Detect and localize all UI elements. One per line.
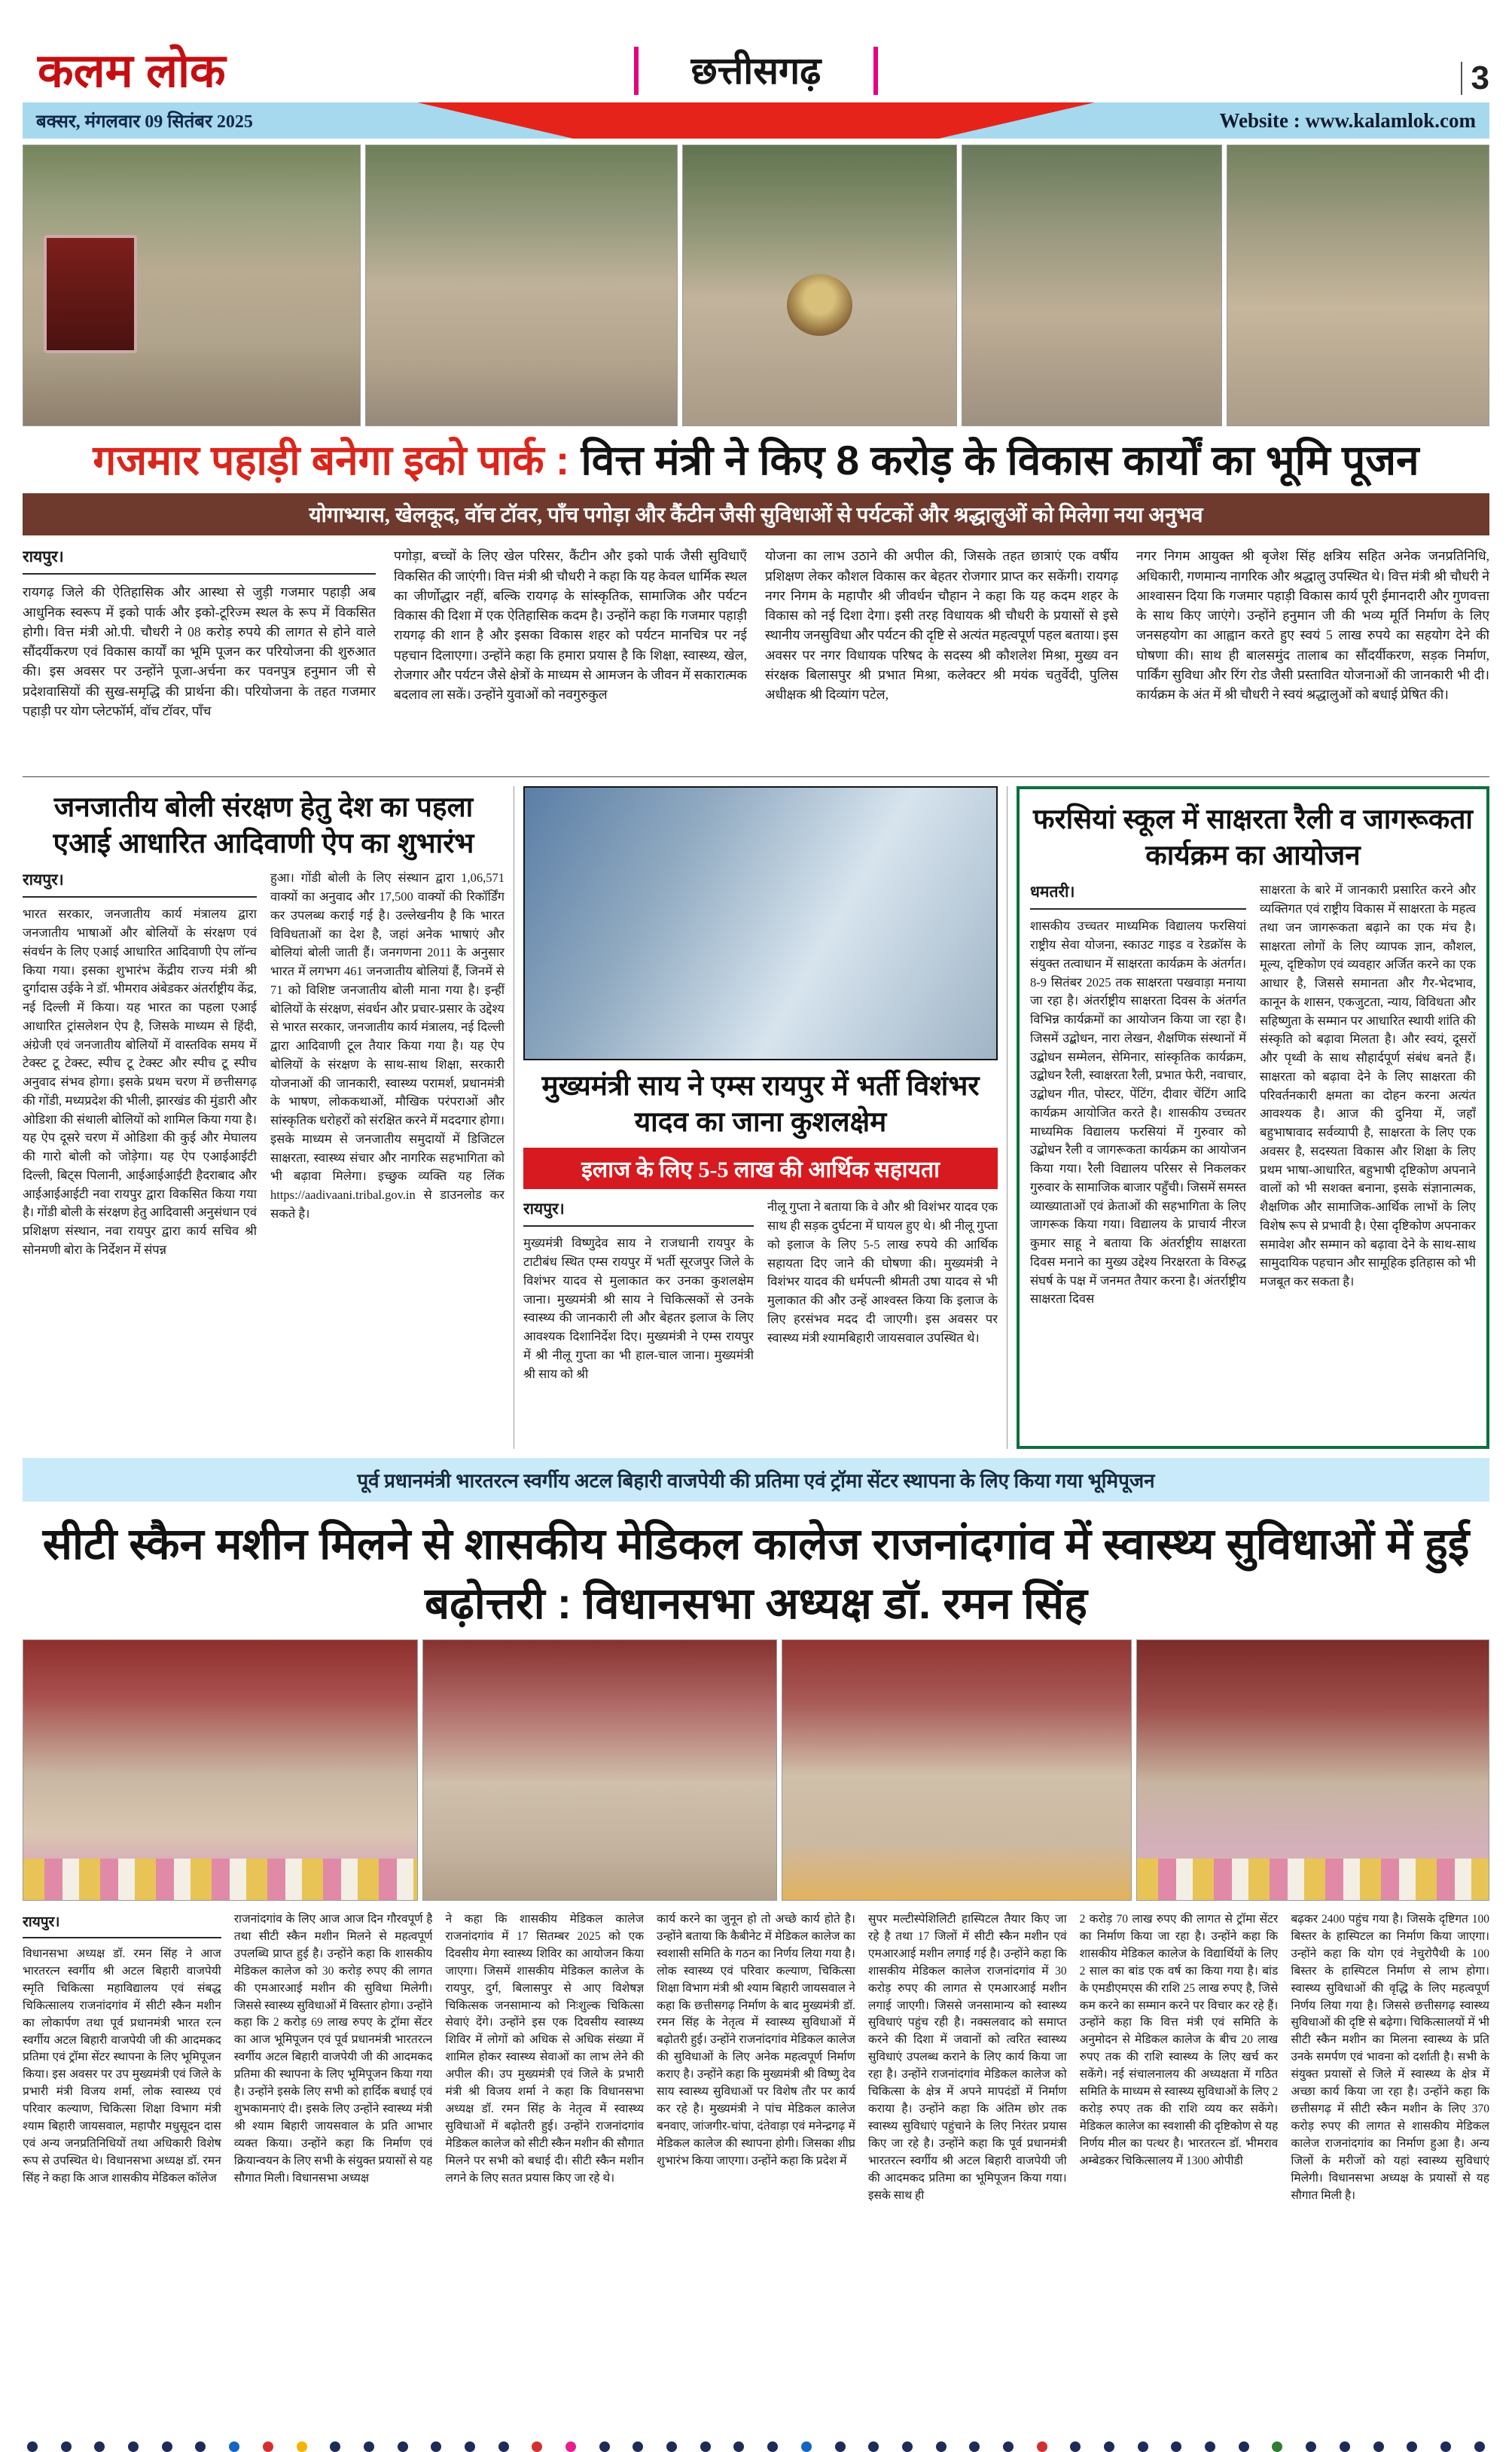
dateline-rule: [23, 1937, 221, 1938]
article-text: रायगढ़ जिले की ऐतिहासिक और आस्था से जुड़ी गजमार पहाड़ी अब आधुनिक स्वरूप में इको पार्क और इको-टूरिज्म स्थल के रूप में विकसित होगी। वित्त मंत्री ओ.पी. चौधरी ने 08 करोड़ रुपये की लागत से होने वाले सौंदर्यीकरण एवं विकास कार्यों का भूमि पूजन कर परियोजना की शुरुआत की। इस अवसर पर उन्होंने पूजा-अर्चना कर पवनपुत्र हनुमान जी से प्रदेशवासियों की सुख-समृद्धि की प्रार्थना की। परियोजना के तहत गजमार पहाड़ी पर योग प्लेटफॉर्म, वॉच टॉवर, पाँच: [23, 584, 376, 718]
photo-crowd-gathering: [365, 145, 678, 426]
article-text: कार्य करने का जुनून हो तो अच्छे कार्य होते है। उन्होंने बताया कि कैबीनेट में मेडिकल कालेज का स्वशासी समिति के गठन का निर्णय लिया गया है। लोक स्वास्थ्य एवं परिवार कल्याण, चिकित्सा शिक्षा विभाग मंत्री श्री श्याम बिहारी जायसवाल ने कहा कि छत्तीसगढ़ निर्माण के बाद मुख्यमंत्री डॉ. रमन सिंह के नेतृत्व में स्वास्थ्य सुविधाओं में बढ़ोतरी हुई। उन्होंने राजनांदगांव मेडिकल कालेज की सुविधाओं के लिए अनेक महत्वपूर्ण निर्माण कराए है। उन्होंने कहा कि मुख्यमंत्री श्री विष्णु देव साय स्वास्थ्य सुविधाओं पर विशेष तौर पर कार्य कर रहे है। मुख्यमंत्री ने पांच मेडिकल कालेज बनवाए, जांजगीर-चांपा, दंतेवाड़ा एवं मनेन्द्रगढ़ में मेडिकल कालेज की स्थापना होगी। जिसका शीघ्र शुभारंभ किया जाएगा। उन्होंने कहा कि प्रदेश में: [657, 1912, 855, 2167]
pink-bar-left: [634, 47, 639, 95]
lead-col-3: [765, 546, 1118, 766]
masthead: [23, 20, 1489, 95]
red-ribbon: [417, 102, 1095, 139]
article-text: पगोड़ा, बच्चों के लिए खेल परिसर, कैंटीन और इको पार्क जैसी सुविधाएँ विकसित की जाएंगी। वित्त मंत्री श्री चौधरी ने कहा कि यह केवल धार्मिक स्थल का जीर्णोद्धार नहीं, बल्कि रायगढ़ के सांस्कृतिक, सामाजिक और पर्यटन विकास की दिशा में एक ऐतिहासिक कदम है। उन्होंने कहा कि गजमार पहाड़ी रायगढ़ की शान है और इसका विकास शहर को पर्यटन मानचित्र पर नई पहचान दिलाएगा। उन्होंने कहा कि हमारा प्रयास है कि शिक्षा, स्वास्थ्य, खेल, रोजगार और पर्यटन जैसे क्षेत्रों के माध्यम से आमजन के जीवन में सकारात्मक बदलाव ला सकें। उन्होंने युवाओं को नवगुरुकुल: [394, 548, 747, 702]
article-text: 2 करोड़ 70 लाख रुपए की लागत से ट्रॉमा सेंटर का निर्माण किया जा रहा है। उन्होंने कहा कि शासकीय मेडिकल कालेज के विद्यार्थियों के लिए 2 साल का बांड एक वर्ष का किया गया है। बांड के एमडीएमएस की राशि 25 लाख रुपए है, जिसे कम करने का सम्मान करने पर विचार कर रहे हैं। उन्होंने कहा कि वित्त मंत्री एवं समिति के अनुमोदन से मेडिकल कालेज के बीच 20 लाख रुपए तक की राशि स्वास्थ्य के लिए खर्च कर सकेंगे। नई संचालनालय की अध्यक्षता में गठित समिति के माध्यम से स्वास्थ्य सुविधाओं के लिए 2 करोड़ रुपए तक की राशि व्यय कर सकेंगे। मेडिकल कालेज का स्वशासी की दृष्टिकोण से यह निर्णय मील का पत्थर है। भारतरत्न डॉ. भीमराव अम्बेडकर चिकित्सालय में 1300 ओपीडी: [1079, 1912, 1279, 2167]
article-text: नीलू गुप्ता ने बताया कि वे और श्री विशंभर यादव एक साथ ही सड़क दुर्घटना में घायल हुए थे। श्री नीलू गुप्ता को इलाज के लिए 5-5 लाख रुपये की आर्थिक सहायता दिए जाने की घोषणा की। मुख्यमंत्री ने विशंभर यादव की धर्मपत्नी श्रीमती उषा यादव से भी मुलाकात की और उन्हें आश्वस्त किया कि इलाज के लिए हरसंभव मदद दी जाएगी। इस अवसर पर स्वास्थ्य मंत्री श्यामबिहारी जायसवाल उपस्थित थे।: [767, 1200, 998, 1345]
dateline: रायपुर।: [23, 1914, 60, 1930]
section-divider: [23, 776, 1489, 777]
lead-headline: [23, 437, 1489, 484]
article-text: नगर निगम आयुक्त श्री बृजेश सिंह क्षत्रिय सहित अनेक जनप्रतिनिधि, अधिकारी, गणमान्य नागरिक और श्रद्धालु उपस्थित थे। वित्त मंत्री श्री चौधरी ने आश्वासन दिया कि गजमार पहाड़ी विकास कार्य पूरी ईमानदारी और गुणवत्ता के साथ किए जाएंगे। उन्होंने हनुमान जी की भव्य मूर्ति निर्माण के लिए जनसहयोग का आह्वान करते हुए स्वयं 5 लाख रुपये का सहयोग देने की घोषणा की। साथ ही बालसमुंद तालाब का सौंदर्यीकरण, सड़क निर्माण, पार्किंग सुविधा और रिंग रोड जैसी प्रस्तावित योजनाओं की जानकारी भी दी। कार्यक्रम के अंत में श्री चौधरी ने स्वयं श्रद्धालुओं को बधाई प्रेषित की।: [1136, 548, 1489, 702]
literacy-col-2: [1260, 881, 1476, 1309]
page-number: 3: [1461, 62, 1489, 95]
photo-statue-bhumipujan: [1136, 1639, 1489, 1901]
tribal-app-col-2: [270, 869, 505, 1259]
dateline: रायपुर।: [523, 1200, 565, 1218]
article-text: राजनांदगांव के लिए आज आज दिन गौरवपूर्ण है तथा सीटी स्कैन मशीन मिलने से महत्वपूर्ण उपलब्धि प्राप्त हुई है। उन्होंने कहा कि शासकीय मेडिकल कालेज को 30 करोड़ रुपए की लागत की एमआरआई मशीन की सुविधा मिलेगी। जिससे स्वास्थ्य सुविधाओं में विस्तार होगा। उन्होंने कहा कि 2 करोड़ 69 लाख रुपए के ट्रॉमा सेंटर का आज भूमिपूजन एवं पूर्व प्रधानमंत्री भारतरत्न स्वर्गीय अटल बिहारी वाजपेयी जी की आदमकद प्रतिमा की स्थापना के लिए भूमिपूजन किया गया है। उन्होंने इसके लिए सभी को हार्दिक बधाई एवं शुभकामनाएं दी। इसके लिए उन्होंने स्वास्थ्य मंत्री श्री श्याम बिहारी जायसवाल के प्रति आभार व्यक्त किया। उन्होंने कहा कि निर्माण एवं क्रियान्वयन के लिए सभी के संयुक्त प्रयासों से यह सौगात मिली। विधानसभा अध्यक्ष: [233, 1912, 433, 2185]
ct-col-1: [23, 1911, 221, 2429]
dateline: रायपुर।: [23, 547, 64, 566]
ct-col-2: [234, 1911, 433, 2429]
lead-headline-black: वित्त मंत्री ने किए 8 करोड़ के विकास कार्यों का भूमि पूजन: [569, 437, 1419, 483]
top-photo-strip: [23, 145, 1489, 426]
dateline-rule: [523, 1225, 754, 1227]
photo-dignitaries-lamp: [782, 1639, 1132, 1901]
article-text: योजना का लाभ उठाने की अपील की, जिसके तहत छात्राएं एक वर्षीय प्रशिक्षण लेकर कौशल विकास कर बेहतर रोजगार प्राप्त कर सकेंगी। रायगढ़ नगर निगम के महापौर श्री जीवर्धन चौहान ने कहा कि यह कदम शहर के विकास को नई दिशा देगा। इसी तरह विधायक श्री चौधरी के प्रयासों से इसे स्थानीय जनसुविधा और पर्यटन की दृष्टि से अत्यंत महत्वपूर्ण पहल बताया। इस अवसर पर नगर विधायक परिषद के सदस्य श्री कौशलेश मिश्रा, मुख्य वन संरक्षक बिलासपुर श्री प्रभात मिश्रा, कलेक्टर श्री मयंक चतुर्वेदी, पुलिस अधीक्षक श्री दिव्यांग पटेल,: [765, 548, 1118, 702]
cm-aiims-col-2: [767, 1198, 998, 1383]
page-number-wrap: [878, 59, 1489, 96]
article-text: शासकीय उच्चतर माध्यमिक विद्यालय फरसियां राष्ट्रीय सेवा योजना, स्काउट गाइड व रेडक्रॉस के संयुक्त तत्वाधान में साक्षरता कार्यक्रम के अंतर्गत। 8-9 सितंबर 2025 तक साक्षरता पखवाड़ा मनाया जा रहा है। अंतर्राष्ट्रीय साक्षरता दिवस के अंतर्गत विभिन्न कार्यक्रमों का आयोजन किया जा रहा है। जिसमें उद्बोधन, नारा लेखन, शैक्षणिक संस्थानों में उद्बोधन सम्मेलन, सेमिनार, सांस्कृतिक कार्यक्रम, उद्बोधन रैली, स्वाक्षरता रैली, प्रभात फेरी, नवाचार, उद्बोधन गीत, पोस्टर, पेंटिंग, दीवार चेंटिंग आदि कार्यक्रम आयोजित करते है। शासकीय उच्चतर माध्यमिक विद्यालय फरसियां में गुरुवार को उद्बोधन रैली व जागरूकता कार्यक्रम का आयोजन किया गया। रैली विद्यालय परिसर से निकलकर गुरुवार के सामाजिक बाजार पहुँची। जिसमें समस्त व्याख्याताओं एवं क्रेताओं की सहभागिता के लिए जागरूक किया गया। विद्यालय के प्राचार्य नीरज कुमार साहू ने बताया कि अंतर्राष्ट्रीय साक्षरता दिवस मनाने का मुख्य उद्देश्य निरक्षरता के विरुद्ध संघर्ष के पक्ष में जनमत तैयार करना है। अंतर्राष्ट्रीय साक्षरता दिवस: [1030, 919, 1246, 1307]
article-text: साक्षरता के बारे में जानकारी प्रसारित करने और व्यक्तिगत एवं राष्ट्रीय विकास में साक्षरता के महत्व तथा जन जागरूकता बढ़ाने का एक मंच है। साक्षरता लोगों के लिए व्यापक ज्ञान, कौशल, मूल्य, दृष्टिकोण एवं व्यवहार अर्जित करने का एक आधार है, जिससे समानता और गैर-भेदभाव, कानून के शासन, एकजुटता, न्याय, विविधता और सहिष्णुता के सम्मान पर आधारित स्थायी शांति की संस्कृति को बढ़ावा मिलता है। और स्वयं, दूसरों और पृथ्वी के साथ सौहार्दपूर्ण संबंध बनते हैं। साक्षरता को बढ़ावा देने के लिए साक्षरता की परिवर्तनकारी क्षमता का दोहन करना अत्यंत आवश्यक है। आज की दुनिया में, जहाँ बहुभाषावाद सर्वव्यापी है, साक्षरता के लिए एक अवसर है, सदस्यता विकास और शिक्षा के लिए प्रथम भाषा-आधारित, बहुभाषी दृष्टिकोण अपनाने वालों को भी सशक्त बनाना, इसके संज्ञानात्मक, शैक्षणिक और सामाजिक-आर्थिक लाभों के लिए विशेष रूप से प्रभावी है। ऐसा दृष्टिकोण अपनाकर समावेश और सम्मान को बढ़ावा देने के साथ-साथ सामुदायिक पहचान और सामूहिक इतिहास को भी मजबूत कर सकता है।: [1260, 883, 1476, 1289]
photo-bhumi-pujan: [1227, 145, 1489, 426]
lead-article-body: [23, 546, 1489, 766]
ct-col-3: [445, 1911, 644, 2429]
literacy-body: [1030, 881, 1476, 1309]
newspaper-page: [23, 0, 1489, 2452]
photo-ct-scan-inauguration: [422, 1639, 777, 1901]
article-text: विधानसभा अध्यक्ष डॉ. रमन सिंह ने आज भारतरत्न स्वर्गीय श्री अटल बिहारी वाजपेयी स्मृति चिकित्सा महाविद्यालय एवं संबद्ध चिकित्सालय राजनांदगांव में सीटी स्कैन मशीन का लोकार्पण तथा पूर्व प्रधानमंत्री भारत रत्न स्वर्गीय अटल बिहारी वाजपेयी जी की आदमकद प्रतिमा एवं ट्रॉमा सेंटर स्थापना के लिए भूमिपूजन किया। इस अवसर पर उप मुख्यमंत्री एवं जिले के प्रभारी मंत्री विजय शर्मा, लोक स्वास्थ्य एवं परिवार कल्याण, चिकित्सा शिक्षा विभाग मंत्री श्याम बिहारी जायसवाल, महापौर मधुसूदन दास एवं अन्य जनप्रतिनिधियों तथा अधिकारी विशेष रूप से उपस्थित थे। विधानसभा अध्यक्ष डॉ. रमन सिंह ने कहा कि आज शासकीय मेडिकल कॉलेज: [23, 1947, 221, 2185]
tribal-app-article: [23, 786, 505, 1449]
photo-officials-group: [962, 145, 1222, 426]
cm-aiims-article: [514, 786, 1007, 1449]
ct-col-6: [1080, 1911, 1279, 2429]
photo-stage-speech: [23, 1639, 418, 1901]
lead-col-4: [1136, 546, 1489, 766]
lead-col-2: [394, 546, 747, 766]
ct-col-5: [868, 1911, 1067, 2429]
photo-ritual-vessel: [682, 145, 958, 426]
middle-band: [23, 786, 1489, 1449]
dateline-rule: [23, 896, 257, 898]
ct-col-7: [1291, 1911, 1489, 2429]
bottom-photo-strip: [23, 1639, 1489, 1901]
dateline: रायपुर।: [23, 871, 64, 889]
dateline-rule: [23, 573, 376, 575]
cm-aiims-body: [523, 1198, 998, 1383]
article-text: बढ़कर 2400 पहुंच गया है। जिसके दृष्टिगत 100 बिस्तर के हास्पिटल का निर्माण किया जाएगा। उन्होंने कहा कि योग एवं नेचुरोपैथी के 100 बिस्तर के हास्पिटल निर्माण से लाभ होगा। स्वास्थ्य सुविधाओं की वृद्धि के लिए महत्वपूर्ण निर्णय लिया गया है। जिससे छत्तीसगढ़ स्वास्थ्य सुविधाओं की दृष्टि से बढ़ेगा। चिकित्सालयों में भी सीटी स्कैन मशीन का मिलना स्वास्थ्य के प्रति उनके समर्पण एवं भावना को दर्शाती है। सभी के संयुक्त प्रयासों से जिले में स्वास्थ्य के क्षेत्र में अच्छा कार्य किया जा रहा है। उन्होंने कहा कि छत्तीसगढ़ में सीटी स्कैन मशीन के लिए 370 करोड़ रुपए की लागत से शासकीय मेडिकल कालेज राजनांदगांव का निर्माण हुआ है। अन्य जिलों के मरीजों को यहां स्वास्थ्य सुविधाएं मिलेगी। विधानसभा अध्यक्ष के प्रयासों से यह सौगात मिली है।: [1291, 1912, 1489, 2202]
lead-subhead-bar: योगाभ्यास, खेलकूद, वॉच टॉवर, पाँच पगोड़ा और कैंटीन जैसी सुविधाओं से पर्यटकों और श्रद्धालुओं को मिलेगा नया अनुभव: [23, 493, 1489, 535]
lead-col-1: [23, 546, 376, 766]
region-title: छत्तीसगढ़: [690, 50, 822, 92]
article-text: ने कहा कि शासकीय मेडिकल कालेज राजनांदगांव में 17 सितम्बर 2025 को एक दिवसीय मेगा स्वास्थ्य शिविर का आयोजन किया जाएगा। जिसमें शासकीय मेडिकल कालेज के रायपुर, दुर्ग, बिलासपुर से आए विशेषज्ञ चिकित्सक जनसामान्य को निःशुल्क चिकित्सा सेवाएं देंगे। उन्होंने इस एक दिवसीय स्वास्थ्य शिविर में लोगों को अधिक से अधिक संख्या में शामिल होकर स्वास्थ्य सेवाओं का लाभ लेने की अपील की। उप मुख्यमंत्री एवं जिले के प्रभारी मंत्री श्री विजय शर्मा ने कहा कि विधानसभा अध्यक्ष डॉ. रमन सिंह के नेतृत्व में स्वास्थ्य सुविधाओं में बढ़ोतरी हुई। उन्होंने राजनांदगांव मेडिकल कालेज को सीटी स्कैन मशीन की सौगात मिलने पर सभी को बधाई दी। सीटी स्कैन मशीन लगने के लिए सतत प्रयास किए जा रहे थे।: [445, 1912, 645, 2185]
ct-col-4: [657, 1911, 855, 2429]
region-banner: [634, 47, 879, 95]
article-text: मुख्यमंत्री विष्णुदेव साय ने राजधानी रायपुर के टाटीबंध स्थित एम्स रायपुर में भर्ती सूरजपुर जिले के विशंभर यादव से मुलाकात कर उनका कुशलक्षेम जाना। मुख्यमंत्री श्री साय ने चिकित्सकों से उनके स्वास्थ्य की जानकारी ली और बेहतर इलाज के लिए आवश्यक दिशानिर्देश दिए। मुख्यमंत्री ने एम्स रायपुर में श्री नीलू गुप्ता का भी हाल-चाल जाना। मुख्यमंत्री श्री साय को श्री: [523, 1236, 754, 1381]
paper-name: कलम लोक: [38, 45, 226, 97]
literacy-article: [1017, 786, 1489, 1449]
photo-cm-hospital-visit: [523, 786, 998, 1060]
dateline-rule: [1030, 908, 1246, 910]
article-text: सुपर मल्टीस्पेशिलिटी हास्पिटल तैयार किए जा रहे है तथा 17 जिलों में सीटी स्कैन मशीन एवं एमआरआई मशीन लगाई गई है। उन्होंने कहा कि शासकीय मेडिकल कालेज राजनांदगांव में 30 करोड़ रुपए की लागत से एमआरआई मशीन लगाई जाएगी। जिससे जनसामान्य को स्वास्थ्य सुविधाएं पहुंच रही है। नक्सलवाद को समाप्त करने की दिशा में जवानों को त्वरित स्वास्थ्य सुविधाएं उपलब्ध कराने के लिए कार्य किया जा रहा है। उन्होंने राजनांदगांव मेडिकल कालेज को चिकित्सा के क्षेत्र में अपने मापदंडों में निर्माण कराया है। उन्होंने कहा कि अंतिम छोर तक स्वास्थ्य सुविधाएं पहुंचाने के लिए निरंतर प्रयास किए जा रहे है। उन्होंने कहा कि पूर्व प्रधानमंत्री भारतरत्न स्वर्गीय श्री अटल बिहारी वाजपेयी जी की आदमकद प्रतिमा का भूमिपूजन किया गया। इसके साथ ही: [867, 1912, 1067, 2202]
ct-scan-article-body: [23, 1911, 1489, 2429]
bhumipujan-banner: पूर्व प्रधानमंत्री भारतरत्न स्वर्गीय अटल बिहारी वाजपेयी की प्रतिमा एवं ट्रॉमा सेंटर स्थापना के लिए किया गया भूमिपूजन: [23, 1458, 1489, 1502]
cm-aiims-headline: मुख्यमंत्री साय ने एम्स रायपुर में भर्ती विशंभर यादव का जाना कुशलक्षेम: [541, 1070, 980, 1138]
lead-headline-red: गजमार पहाड़ी बनेगा इको पार्क :: [93, 437, 570, 483]
cm-aiims-col-1: [523, 1198, 754, 1383]
ct-scan-headline: सीटी स्कैन मशीन मिलने से शासकीय मेडिकल कालेज राजनांदगांव में स्वास्थ्य सुविधाओं में हुई बढ़ोत्तरी : विधानसभा अध्यक्ष डॉ. रमन सिंह: [42, 1520, 1470, 1628]
article-text: हुआ। गोंडी बोली के लिए संस्थान द्वारा 1,06,571 वाक्यों का अनुवाद और 17,500 वाक्यों की रिकॉर्डिंग कर उपलब्ध कराई गई है। उल्लेखनीय है कि भारत विविधताओं का देश है, जहां अनेक भाषाएं और बोलियां बोली जाती हैं। जनगणना 2011 के अनुसार भारत में लगभग 461 जनजातीय बोलियां हैं, जिनमें से 71 को विशिष्ट जनजातीय बोली माना गया है। इन्हीं बोलियों के संरक्षण, संवर्धन और प्रचार-प्रसार के उद्देश्य से भारत सरकार, जनजातीय कार्य मंत्रालय, नई दिल्ली द्वारा आदिवाणी टूल तैयार किया गया है। यह ऐप बोलियों के संरक्षण के साथ-साथ शिक्षा, सरकारी योजनाओं की जानकारी, स्वास्थ्य परामर्श, प्रधानमंत्री के भाषण, लोककथाओं, मौखिक परंपराओं और सांस्कृतिक धरोहरों को संरक्षित करने में मददगार होगा। इसके माध्यम से जनजातीय समुदायों में डिजिटल साक्षरता, स्वास्थ्य संचार और नागरिक सहभागिता को भी बढ़ावा मिलेगा। इच्छुक व्यक्ति यह लिंक https://aadivaani.tribal.gov.in से डाउनलोड कर सकते है।: [270, 871, 505, 1221]
literacy-headline: फरसियां स्कूल में साक्षरता रैली व जागरूकता कार्यक्रम का आयोजन: [1032, 804, 1473, 871]
tribal-app-body: [23, 869, 505, 1259]
tribal-app-col-1: [23, 869, 257, 1259]
dateline: धमतरी।: [1030, 883, 1075, 901]
photo-plaque-unveiling: [23, 145, 361, 426]
tribal-app-headline: जनजातीय बोली संरक्षण हेतु देश का पहला एआई आधारित आदिवाणी ऐप का शुभारंभ: [53, 791, 474, 859]
website-link[interactable]: Website : www.kalamlok.com: [1219, 108, 1476, 132]
article-text: भारत सरकार, जनजातीय कार्य मंत्रालय द्वारा जनजातीय भाषाओं और बोलियों के संरक्षण एवं संवर्धन के लिए एआई आधारित आदिवाणी ऐप लॉन्च किया गया। इसका शुभारंभ केंद्रीय राज्य मंत्री श्री दुर्गादास उईके ने डॉ. भीमराव अंबेडकर अंतर्राष्ट्रीय केंद्र, नई दिल्ली में किया। यह भारत का पहला एआई आधारित ट्रांसलेशन ऐप है, जिसके माध्यम से हिंदी, अंग्रेजी एवं जनजातीय बोलियों में वास्तविक समय में टेक्स्ट टू टेक्स्ट, स्पीच टू टेक्स्ट और स्पीच टू स्पीच अनुवाद संभव होगा। इसके प्रथम चरण में छत्तीसगढ़ की गोंडी, मध्यप्रदेश की भीली, झारखंड की मुंडारी और ओडिशा की संथाली बोलियों को शामिल किया गया है। यह ऐप दूसरे चरण में ओडिशा की कुई और मेघालय की गारो बोली को जोड़ेगा। यह ऐप एआईआईटी दिल्ली, बिट्स पिलानी, आईआईआईटी हैदराबाद और आईआईआईटी नवा रायपुर द्वारा विकसित किया गया है। गोंडी बोली के संरक्षण हेतु आदिवासी अनुसंधान एवं प्रशिक्षण संस्थान, नवा रायपुर द्वारा कार्य सचिव श्री सोनमणी बोरा के निर्देशन में संपन्न: [23, 907, 257, 1257]
edition-dateline: बक्सर, मंगलवार 09 सितंबर 2025: [36, 111, 253, 132]
date-bar: [23, 102, 1489, 139]
aid-highlight-bar: इलाज के लिए 5-5 लाख की आर्थिक सहायता: [523, 1148, 998, 1189]
literacy-col-1: [1030, 881, 1246, 1309]
